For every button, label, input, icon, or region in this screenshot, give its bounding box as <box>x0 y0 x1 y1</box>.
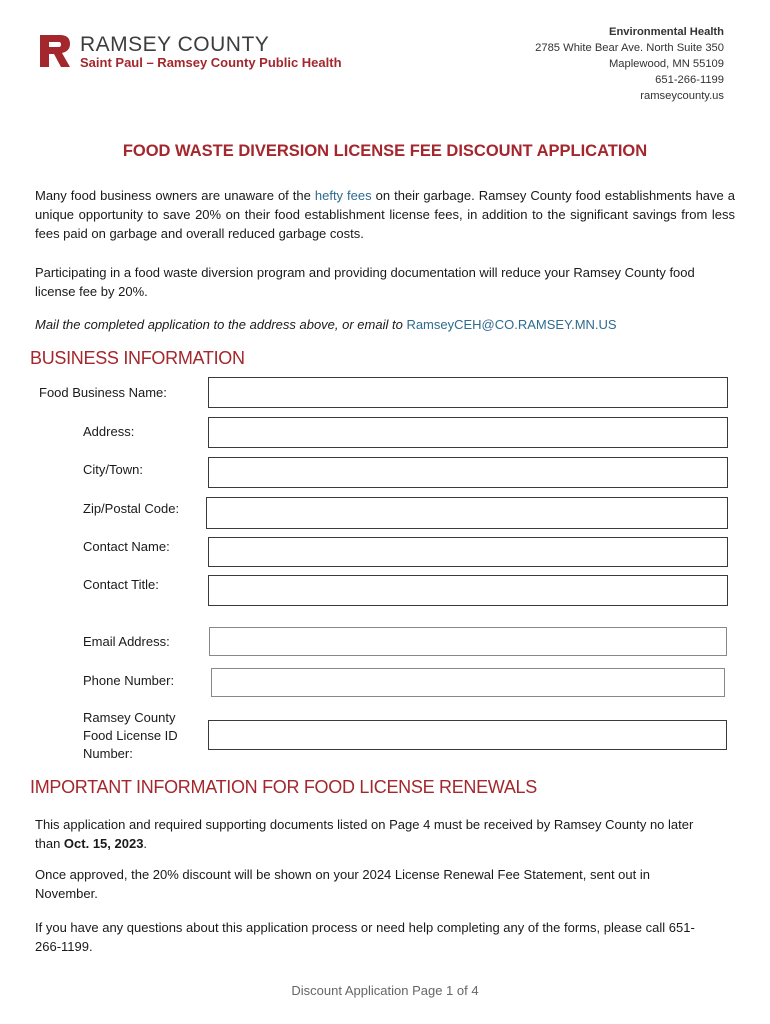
license-id-label-line-2: Food License ID <box>83 728 178 743</box>
food-business-name-field[interactable] <box>208 377 728 408</box>
important-paragraph-1 <box>35 815 695 853</box>
logo-org-subtitle: Saint Paul – Ramsey County Public Health <box>80 55 342 70</box>
contact-name-label: Contact Name: <box>83 539 170 554</box>
address-street: 2785 White Bear Ave. North Suite 350 <box>535 42 724 54</box>
zip-code-label: Zip/Postal Code: <box>83 501 180 516</box>
email-address-field[interactable] <box>209 627 727 656</box>
food-business-name-label: Food Business Name: <box>39 385 167 400</box>
intro-paragraph-2: Participating in a food waste diversion program and providing documentation will reduce your Ramsey County food license fee by 20%. <box>35 265 695 299</box>
deadline-date: Oct. 15, 2023 <box>63 836 144 851</box>
intro-paragraph-3 <box>35 315 735 334</box>
email-address-label: Email Address: <box>83 634 170 649</box>
address-city: Maplewood, MN 55109 <box>608 58 724 70</box>
intro-paragraph-1 <box>35 186 735 243</box>
contact-name-field[interactable] <box>208 537 728 567</box>
license-id-label <box>83 709 178 763</box>
phone-number-field[interactable] <box>211 668 725 697</box>
address-label: Address: <box>83 424 135 439</box>
important-information-heading: IMPORTANT INFORMATION FOR FOOD LICENSE RENEWALS <box>30 777 537 797</box>
zip-code-field[interactable] <box>206 497 728 529</box>
city-town-label: City/Town: <box>83 462 143 477</box>
license-id-field[interactable] <box>208 720 727 750</box>
ramsey-county-logo <box>40 33 360 73</box>
intro-p1-text-end: on their garbage. Ramsey County food establishments have a unique opportunity to save 20% on their food establishment license fees, in addition to the significant savings from less fees paid on garbage and overall reduced garbage costs. <box>35 188 735 241</box>
logo-org-name: RAMSEY COUNTY <box>80 33 270 56</box>
important-paragraph-2: Once approved, the 20% discount will be shown on your 2024 License Renewal Fee Statement, sent out in November. <box>35 867 650 901</box>
important-p1-text: This application and required supporting documents listed on Page 4 must be received by Ramsey County no later than <box>35 817 694 851</box>
hefty-fees-link[interactable]: hefty fees <box>314 188 372 203</box>
license-id-label-line-3: Number: <box>83 746 133 761</box>
contact-title-label: Contact Title: <box>83 577 159 592</box>
address-website: ramseycounty.us <box>640 90 724 102</box>
intro-p3-text: Mail the completed application to the address above, or email to <box>35 317 407 332</box>
ramsey-logo-mark-icon <box>40 35 70 67</box>
address-department: Environmental Health <box>608 26 724 38</box>
page-footer: Discount Application Page 1 of 4 <box>291 983 479 998</box>
city-town-field[interactable] <box>208 457 728 488</box>
page-title: FOOD WASTE DIVERSION LICENSE FEE DISCOUNT APPLICATION <box>122 142 648 160</box>
license-id-label-line-1: Ramsey County <box>83 710 176 725</box>
address-field[interactable] <box>208 417 728 448</box>
address-phone: 651-266-1199 <box>655 74 724 86</box>
intro-p1-text: Many food business owners are unaware of the <box>35 188 315 203</box>
business-information-heading: BUSINESS INFORMATION <box>30 348 245 368</box>
email-link[interactable]: RamseyCEH@CO.RAMSEY.MN.US <box>406 317 617 332</box>
important-paragraph-3: If you have any questions about this application process or need help completing any of the forms, please call 651-266-1199. <box>35 920 695 954</box>
phone-number-label: Phone Number: <box>83 673 175 688</box>
header-address <box>535 24 724 104</box>
important-p1-end: . <box>143 836 148 851</box>
contact-title-field[interactable] <box>208 575 728 606</box>
